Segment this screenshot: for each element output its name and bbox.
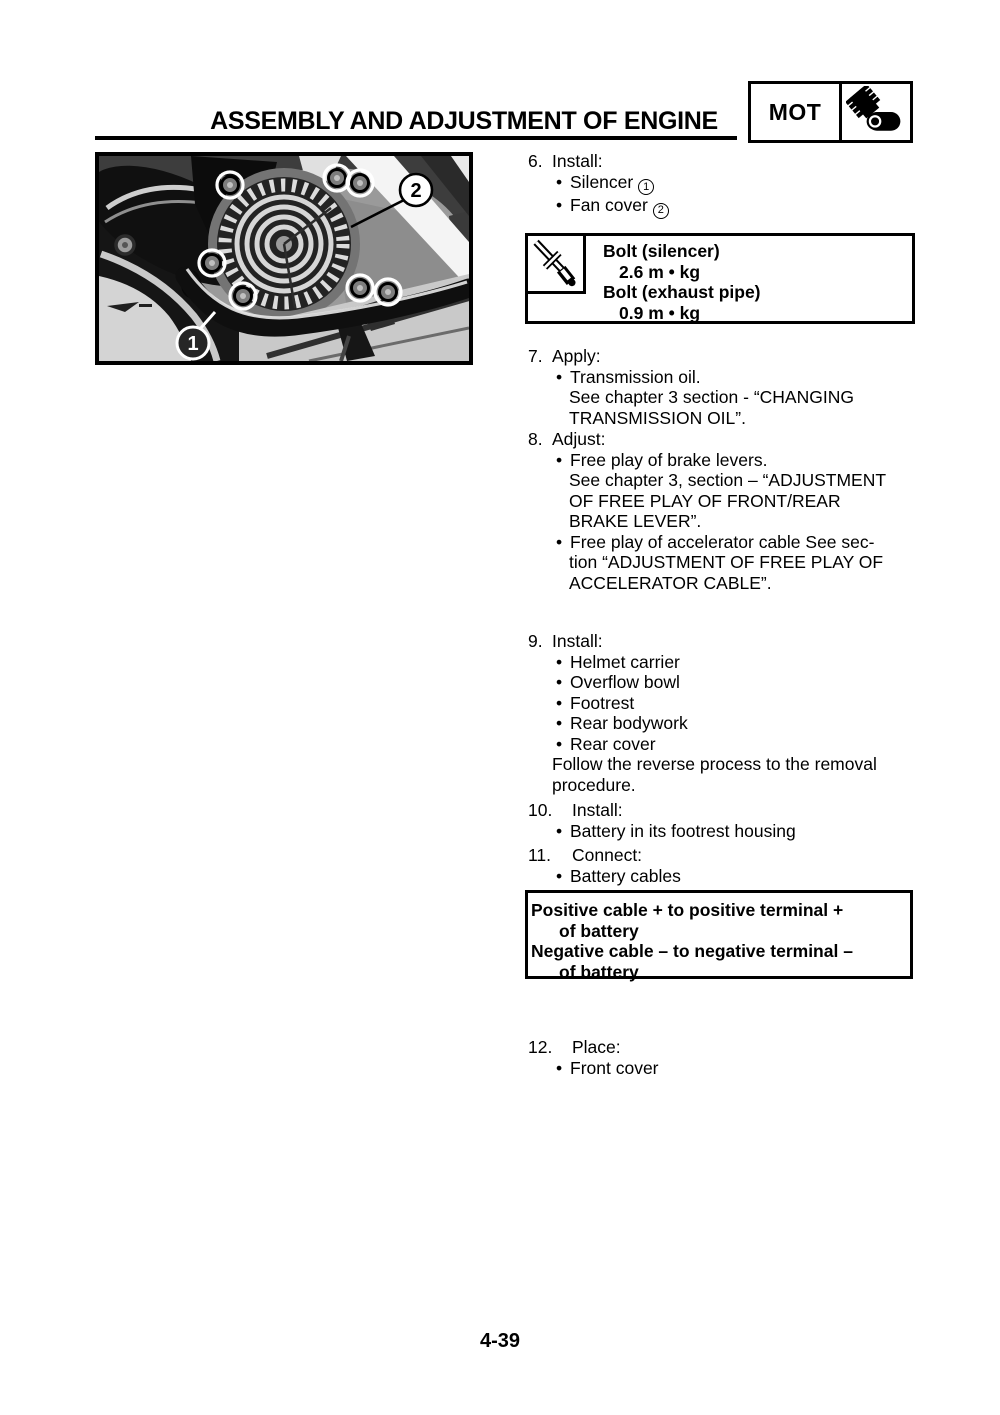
section-tag-label: MOT	[751, 84, 842, 140]
section-tag-box	[748, 81, 913, 143]
reference-note: tion “ADJUSTMENT OF FREE PLAY OF	[569, 552, 884, 572]
bullet-item: Front cover	[570, 1057, 659, 1078]
bullet-item: Free play of brake levers.	[570, 449, 768, 470]
reference-note: See chapter 3 section - “CHANGING	[569, 387, 854, 407]
bullet: •	[556, 672, 563, 692]
bullet: •	[556, 171, 563, 192]
step-action: Place:	[572, 1037, 621, 1057]
procedure-note: Follow the reverse process to the removal	[552, 754, 877, 774]
step-9	[528, 631, 932, 795]
torque-value: 0.9 m • kg	[619, 302, 701, 323]
bullet: •	[556, 1057, 563, 1078]
step-number: 12.	[528, 1037, 553, 1057]
step-action: Install:	[572, 800, 623, 820]
engine-photo	[95, 152, 473, 365]
bullet-item: Rear cover	[570, 733, 656, 754]
circled-ref-1: 1	[638, 179, 654, 195]
step-6	[528, 151, 932, 219]
step-number: 7.	[528, 346, 543, 366]
bullet-item: Rear bodywork	[570, 713, 688, 733]
bullet-item: Battery in its footrest housing	[570, 820, 796, 841]
step-action: Adjust:	[552, 429, 606, 449]
bullet: •	[556, 366, 563, 387]
bullet-item: Free play of accelerator cable See sec-	[570, 531, 875, 552]
engine-photo-drawing	[99, 156, 469, 361]
step-action: Apply:	[552, 346, 601, 366]
engine-icon	[842, 84, 910, 140]
bullet: •	[556, 449, 563, 470]
page-title: ASSEMBLY AND ADJUSTMENT OF ENGINE	[210, 107, 718, 135]
torque-line: Bolt (exhaust pipe)	[603, 282, 761, 302]
header-rule	[95, 136, 737, 140]
bullet-item: Transmission oil.	[570, 366, 701, 387]
callout-2-label: 2	[410, 180, 422, 202]
bullet: •	[556, 195, 563, 215]
battery-cable-line: Positive cable + to positive terminal +	[531, 900, 844, 920]
step-number: 6.	[528, 151, 543, 171]
bullet-item: Fan cover	[570, 195, 648, 215]
bullet-item: Silencer	[570, 171, 634, 192]
reference-note: OF FREE PLAY OF FRONT/REAR	[569, 490, 841, 511]
bullet: •	[556, 820, 563, 841]
page-number: 4-39	[479, 1330, 521, 1352]
step-10	[528, 800, 932, 841]
callout-1-label: 1	[187, 333, 199, 355]
step-number: 8.	[528, 429, 543, 449]
reference-note: ACCELERATOR CABLE”.	[569, 572, 772, 593]
reference-note: TRANSMISSION OIL”.	[569, 407, 746, 428]
step-12	[528, 1037, 932, 1078]
bullet-item: Overflow bowl	[570, 672, 680, 692]
bullet-item: Helmet carrier	[570, 651, 680, 672]
bullet-item: Battery cables	[570, 865, 681, 886]
bullet-item: Footrest	[570, 692, 635, 713]
step-number: 10.	[528, 800, 553, 820]
bullet: •	[556, 713, 563, 733]
torque-value: 2.6 m • kg	[619, 261, 701, 282]
circled-ref-2: 2	[653, 203, 669, 219]
bullet: •	[556, 692, 563, 713]
battery-cable-line: of battery	[559, 920, 639, 941]
battery-cable-box	[525, 890, 913, 982]
bullet: •	[556, 733, 563, 754]
bullet: •	[556, 865, 563, 886]
step-7	[528, 346, 932, 428]
step-number: 11.	[528, 845, 552, 865]
step-8	[528, 429, 932, 593]
torque-wrench-icon	[528, 236, 586, 294]
bullet: •	[556, 651, 563, 672]
reference-note: BRAKE LEVER”.	[569, 511, 702, 531]
torque-spec-box	[525, 233, 915, 324]
step-number: 9.	[528, 631, 543, 651]
step-11	[528, 845, 932, 886]
battery-cable-line: of battery	[559, 961, 639, 982]
step-action: Connect:	[572, 845, 643, 865]
step-action: Install:	[552, 631, 603, 651]
step-action: Install:	[552, 151, 603, 171]
reference-note: See chapter 3, section – “ADJUSTMENT	[569, 470, 887, 490]
procedure-note: procedure.	[552, 774, 636, 795]
battery-cable-line: Negative cable – to negative terminal –	[531, 941, 853, 961]
torque-line: Bolt (silencer)	[603, 241, 720, 261]
bullet: •	[556, 531, 563, 552]
